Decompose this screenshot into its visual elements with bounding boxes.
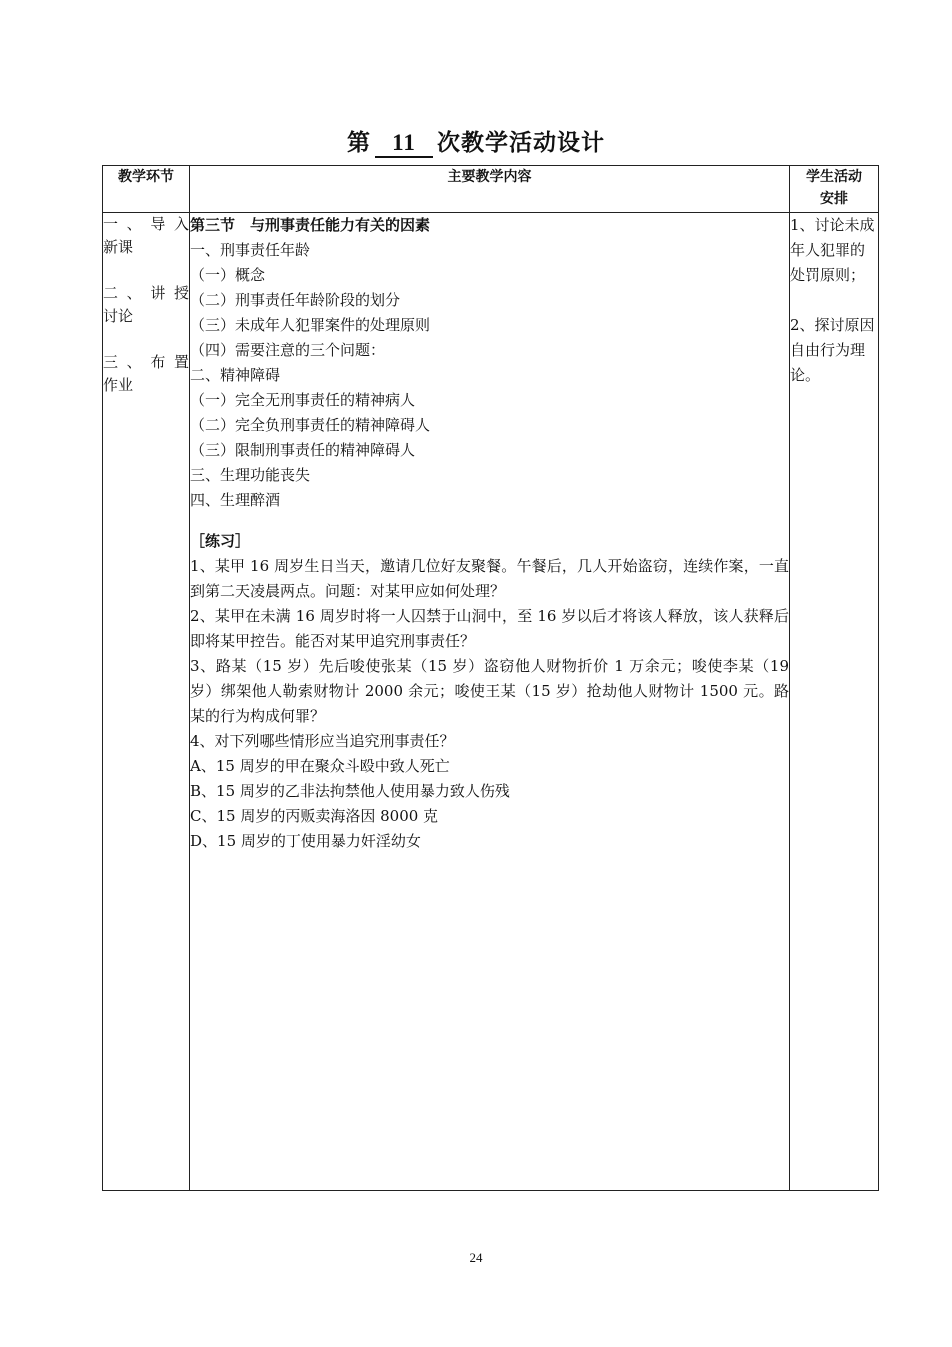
exercise-option: D、15 周岁的丁使用暴力奸淫幼女 (190, 832, 421, 850)
header-teaching-stage: 教学环节 (103, 166, 190, 213)
stage-line: 三、布置 (103, 353, 189, 371)
stage-line: 讨论 (103, 307, 134, 325)
exercise-title: ［练习］ (190, 532, 251, 550)
lesson-plan-table (102, 165, 879, 1191)
page-number: 24 (469, 1250, 483, 1265)
header-student-activity (790, 166, 879, 213)
outline-item: （二）刑事责任年龄阶段的划分 (190, 291, 401, 309)
title-prefix: 第 (347, 130, 371, 156)
exercise-option: A、15 周岁的甲在聚众斗殴中致人死亡 (190, 757, 450, 775)
stage-line: 二、讲授 (103, 284, 189, 302)
exercise-option: B、15 周岁的乙非法拘禁他人使用暴力致人伤残 (190, 782, 510, 800)
stage-line: 新课 (103, 238, 134, 256)
main-content-cell (190, 213, 790, 1191)
outline-item: （三）未成年人犯罪案件的处理原则 (190, 316, 431, 334)
session-number: 11 (375, 130, 433, 158)
outline-item: （一）概念 (190, 266, 266, 284)
exercise-question: 2、某甲在未满 16 周岁时将一人囚禁于山洞中，至 16 岁以后才将该人释放，该人获释后即将某甲控告。能否对某甲追究刑事责任？ (190, 607, 789, 650)
exercise-question: 4、对下列哪些情形应当追究刑事责任？ (190, 732, 455, 750)
stage-item (103, 351, 189, 397)
table-body-row (103, 213, 879, 1191)
stage-item (103, 282, 189, 328)
header-main-content: 主要教学内容 (190, 166, 790, 213)
stage-line: 作业 (103, 376, 134, 394)
outline-item: 二、精神障碍 (190, 366, 281, 384)
table-header-row (103, 166, 879, 213)
teaching-stages-cell (103, 213, 190, 1191)
header-student-activity-line2: 安排 (820, 191, 848, 207)
page-title (0, 124, 952, 158)
outline-item: （四）需要注意的三个问题： (190, 341, 386, 359)
outline-item: （三）限制刑事责任的精神障碍人 (190, 441, 416, 459)
stage-line: 一、导入 (103, 215, 189, 233)
activity-note: 2、探讨原因自由行为理论。 (790, 316, 875, 384)
spacer (190, 513, 789, 529)
outline-item: （二）完全负刑事责任的精神障碍人 (190, 416, 431, 434)
outline-item: 一、刑事责任年龄 (190, 241, 311, 259)
exercise-question: 1、某甲 16 周岁生日当天，邀请几位好友聚餐。午餐后，几人开始盗窃，连续作案，一直到第二天凌晨两点。问题：对某甲应如何处理？ (190, 557, 789, 600)
stage-item (103, 213, 189, 259)
exercise-option: C、15 周岁的丙贩卖海洛因 8000 克 (190, 807, 439, 825)
exercise-question: 3、路某（15 岁）先后唆使张某（15 岁）盗窃他人财物折价 1 万余元；唆使李某（19 岁）绑架他人勒索财物计 2000 余元；唆使王某（15 岁）抢劫他人财物计 1500 元。路某的行为构成何罪？ (190, 657, 789, 725)
section-title: 第三节 与刑事责任能力有关的因素 (190, 216, 431, 234)
title-suffix: 次教学活动设计 (437, 130, 605, 156)
header-student-activity-line1: 学生活动 (806, 169, 862, 185)
outline-item: 三、生理功能丧失 (190, 466, 311, 484)
outline-item: （一）完全无刑事责任的精神病人 (190, 391, 416, 409)
outline-item: 四、生理醉酒 (190, 491, 281, 509)
activity-note: 1、讨论未成年人犯罪的处罚原则； (790, 216, 875, 284)
student-activity-cell (790, 213, 879, 1191)
